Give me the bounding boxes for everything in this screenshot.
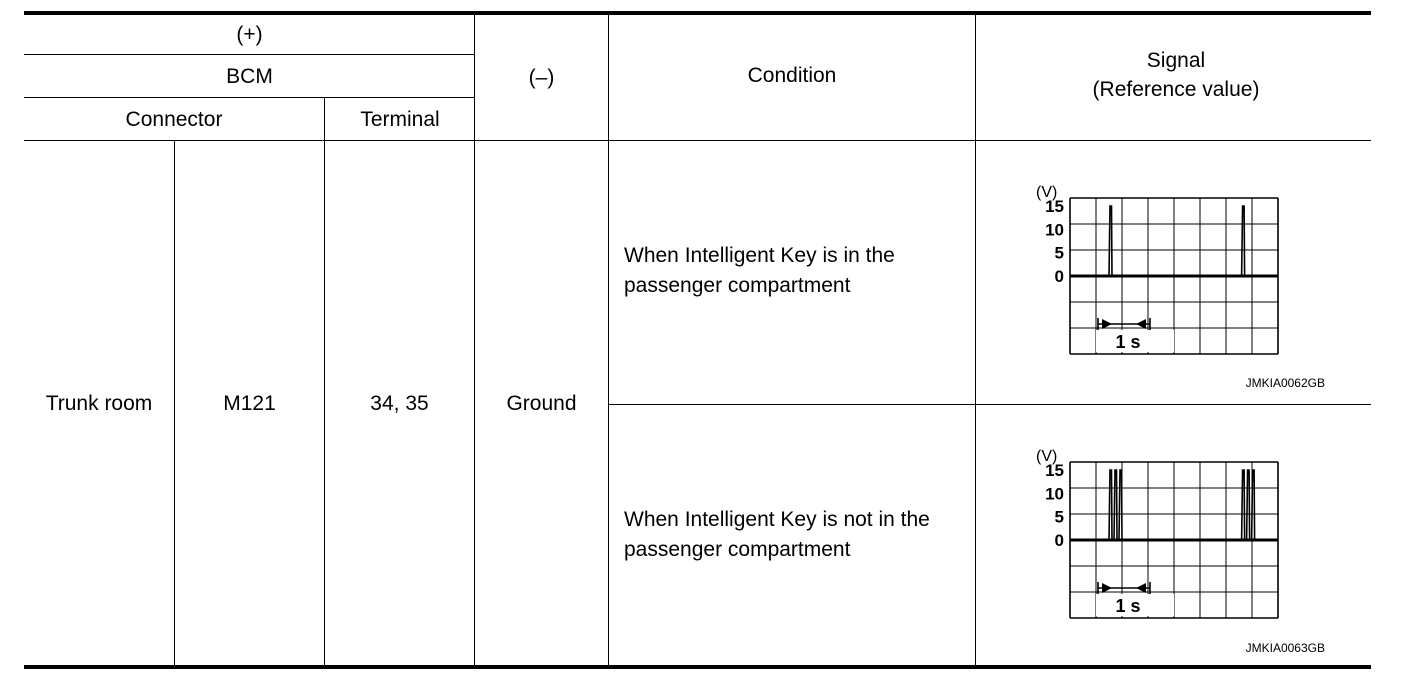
y-tick-label: 10 — [1045, 220, 1064, 240]
table-bottom-rule — [24, 665, 1371, 669]
y-tick-label: 10 — [1045, 484, 1064, 504]
rule-under-bcm — [24, 97, 475, 98]
condition-divider-rule — [608, 404, 1371, 405]
header-plus: (+) — [236, 22, 263, 46]
row-location: Trunk room — [45, 392, 153, 415]
header-bottom-rule — [24, 140, 1371, 141]
figure-code-key-in: JMKIA0062GB — [1245, 376, 1325, 390]
waveform-key-in-graph — [1030, 184, 1290, 374]
signal-pulse — [1252, 470, 1255, 540]
y-tick-label: 5 — [1054, 507, 1064, 527]
figure-code-key-not-in: JMKIA0063GB — [1245, 641, 1325, 655]
waveform-key-not-in — [1030, 448, 1290, 638]
row-minus: Ground — [506, 392, 577, 415]
header-minus: (–) — [528, 65, 555, 89]
row-connector: M121 — [223, 392, 276, 415]
header-terminal: Terminal — [360, 108, 440, 131]
y-tick-label: 0 — [1054, 531, 1064, 550]
time-label: 1 s — [1115, 596, 1141, 616]
rule-under-plus — [24, 54, 475, 55]
signal-pulse — [1247, 470, 1250, 540]
time-label: 1 s — [1115, 332, 1141, 352]
signal-pulse — [1242, 206, 1245, 276]
y-tick-label: 15 — [1045, 461, 1064, 480]
signal-pulse — [1109, 470, 1112, 540]
signal-pulse — [1114, 470, 1117, 540]
unit-label: (V) — [1036, 448, 1058, 465]
row-terminal: 34, 35 — [370, 392, 429, 415]
signal-pulse — [1109, 206, 1112, 276]
header-signal: Signal (Reference value) — [1092, 49, 1260, 101]
y-tick-label: 15 — [1045, 197, 1064, 216]
condition-key-in-text: When Intelligent Key is in the passenger compartment — [624, 244, 895, 297]
unit-label: (V) — [1036, 184, 1058, 201]
y-tick-label: 0 — [1054, 267, 1064, 286]
signal-pulse — [1119, 470, 1122, 540]
condition-key-not-in-text: When Intelligent Key is not in the passenger compartment — [624, 508, 930, 561]
y-tick-label: 5 — [1054, 243, 1064, 263]
waveform-key-not-in-graph — [1030, 448, 1290, 638]
header-connector: Connector — [125, 108, 223, 131]
waveform-key-in — [1030, 184, 1290, 374]
header-condition: Condition — [747, 63, 837, 87]
signal-pulse — [1242, 470, 1245, 540]
header-bcm: BCM — [226, 65, 273, 88]
